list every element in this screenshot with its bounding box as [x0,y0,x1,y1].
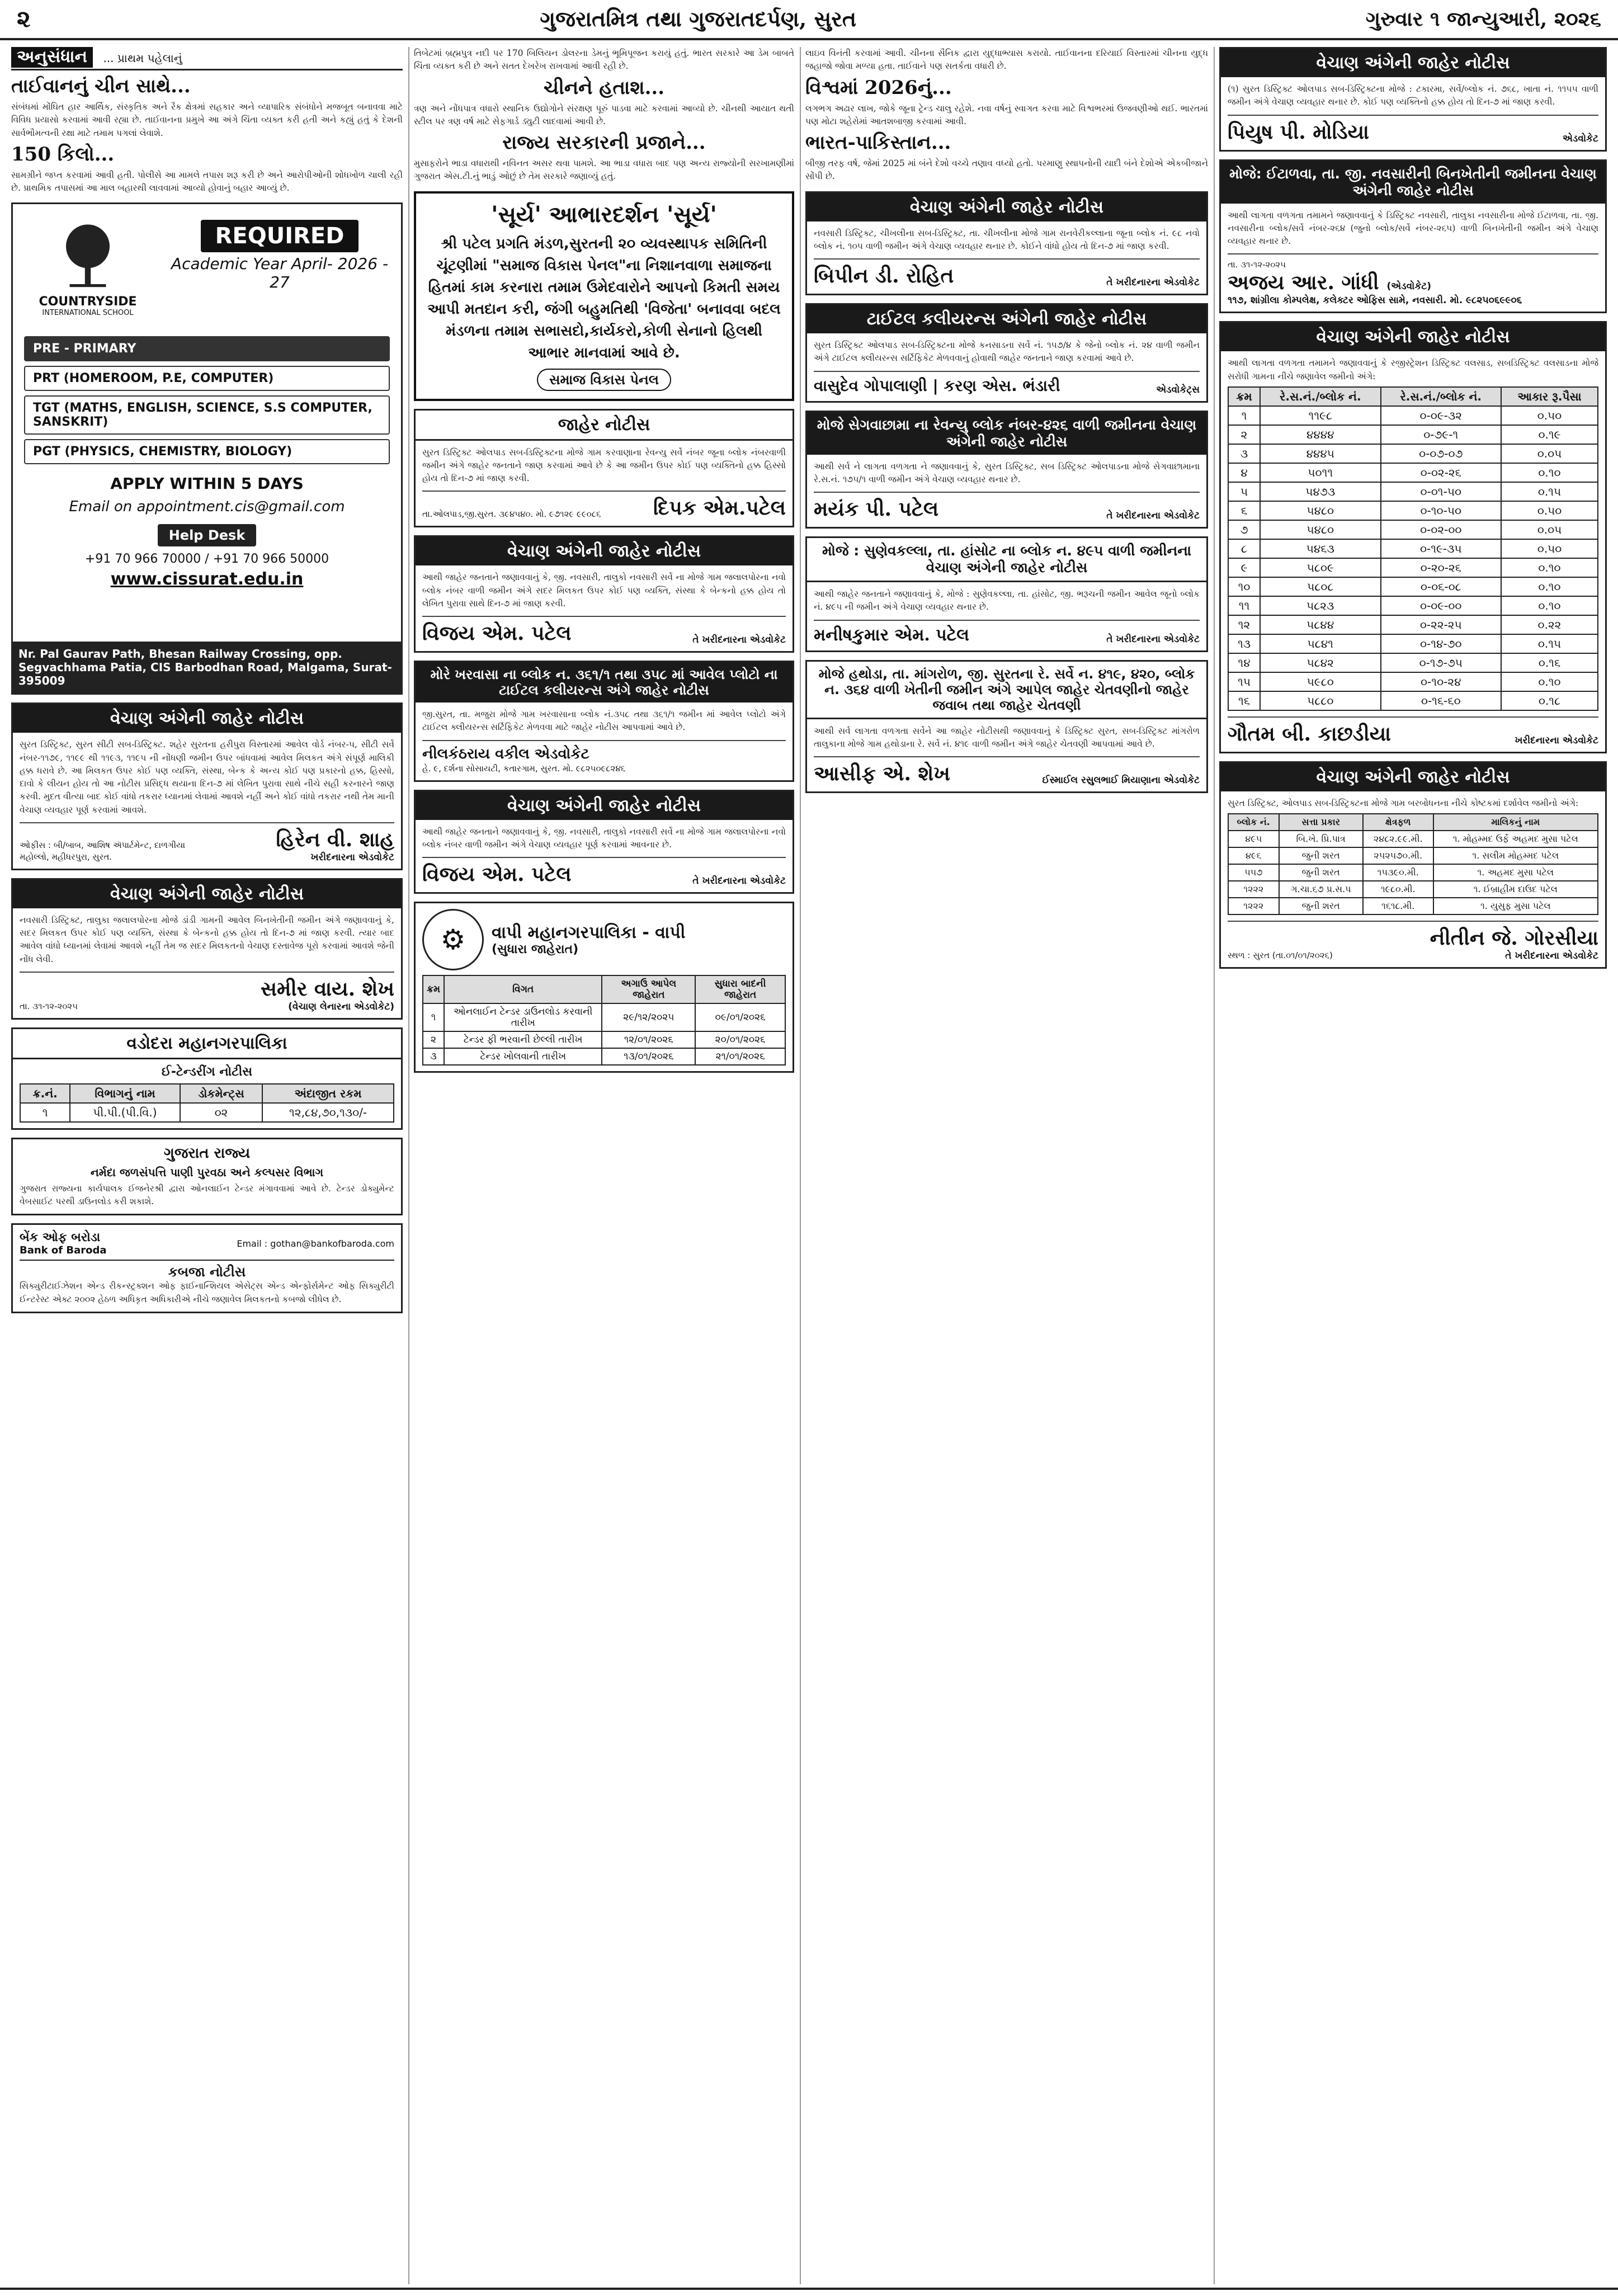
page-bottom-rule [0,2288,1618,2290]
table-row: ૩ ટેન્ડર ખોલવાની તારીખ ૧૩/૦૧/૨૦૨૬ ૨૧/૦૧/૨૦૨૬ [423,1048,785,1065]
table-cell: જુની શરત [1279,864,1363,881]
table-cell: ૦.૧૯ [1501,425,1598,444]
advocate-name: વાસુદેવ ગોપાલાણી | કરણ એસ. ભંડારી [814,376,1060,395]
sale-notice: મોજે: ઈટાળવા, તા. જી. નવસારીની બિનખેતીની જમીનના વેચાણ અંગેની જાહેર નોટીસ આથી લાગતા વળગતા તમામને જણાવવાનું કે ડિસ્ટ્રિક્ટ નવસારી, તાલુકા નવસારીના મોજે ઈટાળવા, તા. જી. નવસારીના બ્લોક/સર્વે નંબર-૨૬૪ (જુનો બ્લોક/સર્વે નંબર-૨૬૫) વાળી બિનખેતીની જમીન અંગે વેચાણ વ્યવહાર થનાર છે. તા. ૩૧-૧૨-૨૦૨૫ અજય આર. ગાંધી (એડવોકેટ) ૧૧૭, શાંગ્રીલા કોમ્પલેક્ષ, કલેક્ટર ઓફિસ સામે, નવસારી. મો. ૯૮૨૫૦૬૯૯૦૬ [1219,159,1607,314]
advocate-name: નીલકંઠરાય વકીલ એડવોકેટ [422,745,589,762]
notice-title: મોજે: ઈટાળવા, તા. જી. નવસારીની બિનખેતીની જમીનના વેચાણ અંગેની જાહેર નોટીસ [1221,161,1605,204]
corrigendum-table: ક્રમ વિગત અગાઉ આપેલ જાહેરાત સુધારા બાદની જાહેરાત ૧ ઓનલાઈન ટેન્ડર ડાઉનલોડ કરવાની તારીખ ૨૯/૧૨/૨૦૨૫ ૦૯/૦૧/૨૦૨૬ ૨ ટેન્ડર ફી ભરવાની છેલ્લી તારીખ ૧૨/૦૧/૨૦૨૬ ૨૦/૦૧/૨૦૨૬ ૩ ટેન્ડર ખોલવાની તારીખ ૧૩/૦૧/૨૦૨૬ ૨૧/૦૧/૨૦૨૬ [422,975,786,1066]
table-cell: ૫૯૮૦ [1260,672,1380,691]
advocate-name: મયંક પી. પટેલ [814,497,939,521]
tree-icon [51,219,124,291]
table-cell: ૦.૧૬ [1501,653,1598,672]
table-row [1228,425,1598,444]
table-cell: ૧૬૧૮.મી. [1363,898,1433,914]
seal-icon: ⚙ [422,909,484,970]
advocate-name: સમીર વાય. શેખ [260,977,394,1001]
table-cell: ૪ [1228,463,1260,482]
table-cell: ૮ [1228,539,1260,558]
banner-body: શ્રી પટેલ પ્રગતિ મંડળ,સુરતની ૨૦ વ્યવસ્થાપક સમિતિની ચૂંટણીમાં "સમાજ વિકાસ પેનલ"ના નિશાનવાળા સમાજના હિતમાં કામ કરનારા તમામ ઉમેદવારોને આપનો કિમતી સમય આપી મતદાન કરી, જંગી બહુમતિથી 'વિજેતા' બનાવવા બદલ મંડળના તમામ સભાસદો,કાર્યકરો,કોળી સેનાનો હિલથી આભાર માનવામાં આવે છે. [427,235,781,361]
advocate-name: વિજય એમ. પટેલ [422,621,572,645]
table-cell: ૦-૦૯-૩૨ [1381,406,1501,425]
table-row [1228,501,1598,520]
table-cell: ૦.૨૨ [1501,615,1598,634]
table-row: ૧ પી.પી.(પી.વિ.) ૦૨ ૧૨,૮૪,૭૦,૧૩૦/- [20,1103,394,1122]
table-row [1228,615,1598,634]
table-cell: ૦.૫૦ [1501,501,1598,520]
table-cell: ૦.૧૦ [1501,577,1598,596]
notice-title: વેચાણ અંગેની જાહેર નોટીસ [1221,323,1605,351]
sale-notice: વેચાણ અંગેની જાહેર નોટીસ આથી જાહેર જનતાને જણાવવાનું કે, જી. નવસારી, તાલુકો નવસારી સર્વે ના મોજે ગામ જલાલપોરના નવો બ્લોક નંબર વાળી જમીન અંગે વેચાણ વ્યવહાર પૂર્ણ કરવામાં આવનાર છે. વિજય એમ. પટેલ તે ખરીદનારના એડવોકેટ [414,790,794,894]
notice-title: વેચાણ અંગેની જાહેર નોટીસ [13,880,401,908]
article-body: સામગ્રીને જપ્ત કરવામાં આવી હતી. પોલીસે આ મામલે તપાસ શરૂ કરી છે અને આરોપીઓની શોધખોળ ચાલી રહી છે. પ્રાથમિક તપાસમાં આ માલ બહારથી લાવવામાં આવ્યો હોવાનું બહાર આવ્યું છે. [11,169,403,193]
notice-title: વેચાણ અંગેની જાહેર નોટીસ [1221,763,1605,791]
notice-signature: તા. ૩૧-૧૨-૨૦૨૫ સમીર વાય. શેખ (વેચાણ લેનારના એડવોકેટ) [20,972,394,1012]
table-row [1228,482,1598,501]
table-cell: ૦-૦૭-૦૭ [1381,444,1501,463]
headline: તાઈવાનનું ચીન સાથે... [11,75,191,97]
table-cell: ૧૧ [1228,596,1260,615]
notice-title: વેચાણ અંગેની જાહેર નોટીસ [13,704,401,733]
table-row [1228,539,1598,558]
table-cell: ૫૮૮૦ [1260,691,1380,710]
column-divider [800,47,801,2284]
table-row [1228,634,1598,653]
table-row [1228,831,1598,847]
table-cell: ૨૪૮૨.૯૯.મી. [1363,831,1433,847]
advocate-name: હિરેન વી. શાહ [276,827,394,851]
vacancy-row: PRE - PRIMARY [24,336,390,361]
table-cell: ૩ [1228,444,1260,463]
news-continuation [11,47,403,195]
table-row [1228,520,1598,539]
panel-name: સમાજ વિકાસ પેનલ [537,369,671,391]
bank-email: Email : gothan@bankofbaroda.com [237,1238,394,1249]
table-cell: ૧૫ [1228,672,1260,691]
notice-title: મોરે ખરવાસા ના બ્લોક ન. ૩૬૧/૧ તથા ૩૫૮ માં આવેલ પ્લોટો ના ટાઈટલ કલીયરન્સ અંગે જાહેર નોટીસ [416,662,793,703]
advocate-name: બિપીન ડી. રોહિત [814,264,954,287]
table-cell: ૧. સલીમ મોહમ્મદ પટેલ [1433,847,1598,864]
publication-title: ગુજરાતમિત્ર તથા ગુજરાતદર્પણ, સુરત [540,6,857,31]
owners-table: બ્લોક નં. સત્તા પ્રકાર ક્ષેત્રફળ માલિકનું નામ ૪૯૫ બિ.ખે. પ્રિ.પાત્ર ૨૪૮૨.૯૯.મી. ૧. મોહમ્મદ ઉર્ફે અહમદ મુસા પટેલ ૪૯૬ જુની શરત ૨૫૨૫૭૦.મી. ૧. સલીમ મોહમ્મદ પટેલ ૫૫૭ જુની શરત ૧૫૩૯૦.મી. ૧. અહમદ મુસા પટેલ ૧૨૨૨ ગ.ચા.૬૭ પ્ર.સ.પ ૧૯૮૦.મી. ૧. ઈબ્રાહીમ દાઉદ પટેલ ૧૨૨૨ જુની શરત ૧૬૧૮.મી. ૧. યુસુફ મુસા પટેલ [1228,813,1598,915]
vacancy-row: PGT (PHYSICS, CHEMISTRY, BIOLOGY) [24,439,390,464]
banner-title: 'સૂર્ય' આભારદર્શન 'સૂર્ય' [491,201,717,228]
table-cell: ૧૬ [1228,691,1260,710]
table-cell: ૦.૦૫ [1501,520,1598,539]
table-cell: ૦-૦૧-૫૦ [1381,482,1501,501]
sale-notice: વેચાણ અંગેની જાહેર નોટીસ (૧) સુરત ડિસ્ટ્રિક્ટ ઓલપાડ સબ-ડિસ્ટ્રિક્ટના મોજે : ટકારમા, સર્વે/બ્લોક નં. ૭૬૮, ખાતા નં. ૧૧૫૫ વાળી જમીન અંગે વેચાણ વ્યવહાર થનાર છે. કોઈ પણ વ્યક્તિનો હક્ક હોય તો દિન-૭ માં જાણ કરવી. પિયુષ પી. મોડિયા એડવોકેટ [1219,47,1607,152]
table-cell: ૦-૧૬-૬૦ [1381,691,1501,710]
notice-body: નવસારી ડિસ્ટ્રિક્ટ, તાલુકા જલાલપોરના મોજે ડાંડી ગામની આવેલ બિનખેતીની જમીન અંગે જણાવવાનું કે, સદર મિલકત ઉપર કોઈ પણ વ્યક્તિ, સંસ્થા કે બેન્કનો હક્ક હોય તો દિન-૭ માં જાણ કરવી. ત્યાર બાદ આવેલ વાંધો ધ્યાનમાં લેવામાં આવશે નહીં તેમ જ સદર મિલકતનો વેચાણ દસ્તાવેજ પૂરો કરવામાં આવશે જેની નોંધ લેવી. [20,914,394,964]
headline: ભારત-પાકિસ્તાન... [805,131,951,154]
school-logo: COUNTRYSIDE INTERNATIONAL SCHOOL [21,212,155,324]
table-row: ૧ ઓનલાઈન ટેન્ડર ડાઉનલોડ કરવાની તારીખ ૨૯/૧૨/૨૦૨૫ ૦૯/૦૧/૨૦૨૬ [423,1003,785,1031]
sale-notice: મોજે : સુણેવકલ્લા, તા. હાંસોટ ના બ્લોક ન. ૪૯૫ વાળી જમીનના વેચાણ અંગેની જાહેર નોટીસ આથી જાહેર જનતાને જણાવવાનું કે, મોજે : સુણેવકલ્લા, તા. હાંસોટ, જી. ભરૂચની જમીન આવેલ જૂનો બ્લોક નં. ૪૯૫ ની જમીન અંગે વેચાણ વ્યવહાર થનાર છે. મનીષકુમાર એમ. પટેલ તે ખરીદનારના એડવોકેટ [805,536,1208,652]
column-2 [414,47,794,2284]
table-cell: ૯ [1228,558,1260,577]
notice-body: સુરત ડિસ્ટ્રિક્ટ, સુરત સીટી સબ-ડિસ્ટ્રિક્ટ. શહેર સુરતના હરીપુરા વિસ્તારમાં આવેલ વોર્ડ નંબર-૫, સીટી સર્વે નંબર-૧૧૭૯, ૧૧૯૯ થી ૧૧૯૩, ૧૧૯૫ ની નોંધણી જમીન ઉપર બાંધવામાં આવેલ મિલકત અંગે સંપૂર્ણ માલિકી હક્ક ધરાવે છે. આ મિલકત ઉપર કોઈ પણ વ્યક્તિ, સંસ્થા, બેન્ક કે અન્ય કોઈ પણ પ્રકારનો હક્ક, હિસ્સો, દાવો કે લીયન હોય તો આ નોટીસ પ્રસિદ્ધ થયાના દિન-૭ માં લેખિત પુરાવા સાથે નીચે સહી કરનારને જાણ કરવી. મુદત વીત્યા બાદ કોઈ વાંધો તકરાર ધ્યાનમાં લેવામાં આવશે નહીં અને કોઈ વાંધો તકરાર નથી તેમ માની વેચાણ વ્યવહાર પૂર્ણ કરવામાં આવશે. [20,739,394,815]
table-cell: ૫૫૭ [1228,864,1279,881]
sale-notice [11,878,403,1020]
table-cell: ૧. ઈબ્રાહીમ દાઉદ પટેલ [1433,881,1598,898]
table-row [1228,691,1598,710]
column-divider [1214,47,1215,2284]
table-cell: ૧૯૮૦.મી. [1363,881,1433,898]
advocate-name: વિજય એમ. પટેલ [422,862,572,886]
table-cell: ૪૪૪૪ [1260,425,1380,444]
table-cell: ૧૧૯૮ [1260,406,1380,425]
table-cell: ૧ [1228,406,1260,425]
title-clearance-notice: ટાઈટલ કલીયરન્સ અંગેની જાહેર નોટીસ સુરત ડિસ્ટ્રિક્ટ ઓલપાડ સબ-ડિસ્ટ્રિક્ટના મોજે કનસાડના સર્વે નં. ૧૫૭/૪ કે જેનો બ્લોક નં. ૨૪ વાળી જમીન અંગે ટાઈટલ ક્લીયરન્સ સર્ટિફિકેટ મેળવવાનું હોવાથી જાહેર જનતાને જાણ કરવામાં આવે છે. વાસુદેવ ગોપાલાણી | કરણ એસ. ભંડારી એડવોકેટ્સ [805,303,1208,403]
table-cell: ૦.૧૦ [1501,463,1598,482]
table-cell: ૦-૧૦-૨૪ [1381,672,1501,691]
table-cell: ૧૨ [1228,615,1260,634]
table-row [1228,864,1598,881]
table-cell: જુની શરત [1279,898,1363,914]
notice-title: વેચાણ અંગેની જાહેર નોટીસ [1221,49,1605,77]
notice-title: જાહેર નોટીસ [416,411,793,441]
table-cell: ૨ [1228,425,1260,444]
required-banner: REQUIRED [201,220,359,252]
table-cell: ૧. મોહમ્મદ ઉર્ફે અહમદ મુસા પટેલ [1433,831,1598,847]
sale-notice: મોજે સેગવાછામા ના રેવન્યુ બ્લોક નંબર-૪૨૬ વાળી જમીનના વેચાણ અંગેની જાહેર નોટીસ આથી સર્વ ને લાગતા વળગતા ને જણાવવાનું કે, સુરત ડિસ્ટ્રિક્ટ, સબ ડિસ્ટ્રિક્ટ ઓલપાડના મોજે સેગવાછામાના રે.સ.નં. ૧૭૫/૧ વાળી જમીન અંગે વેચાણ વ્યવહાર થનાર છે. મયંક પી. પટેલ તે ખરીદનારના એડવોકેટ [805,411,1208,529]
table-cell: ૦-૦૯-૦૦ [1381,596,1501,615]
headline: 150 કિલો... [11,143,115,166]
table-cell: ૦.૧૫ [1501,634,1598,653]
public-notice: જાહેર નોટીસ સુરત ડિસ્ટ્રિક્ટ ઓલપાડ સબ-ડિસ્ટ્રિક્ટના મોજે ગામ કરવાણાના રેવન્યુ સર્વે નંબર જૂના બ્લોક નંબરવાળી જમીન અંગે જાહેર જનતાને જાણ કરવામાં આવે છે કે આ જમીન ઉપર કોઈ પણ વ્યક્તિનો હક્ક હિસ્સો હોય તો દિન-૭ માં જાણ કરવી. તા.ઓલપાડ,જી.સુરત. ૩૯૪૫૪૦. મો. ૯૭૧૨૯ ૯૯૦૮૬ દિપક એમ.પટેલ [414,409,794,528]
table-row [1228,847,1598,864]
table-cell: ૧૫૩૯૦.મી. [1363,864,1433,881]
table-row [1228,672,1598,691]
school-address: Nr. Pal Gaurav Path, Bhesan Railway Crossing, opp. Segvachhama Patia, CIS Barbodhan Road, Malgama, Surat-395009 [13,642,401,693]
table-cell: ૦-૧૪-૭૦ [1381,634,1501,653]
table-cell: ૦-૭૯-૧ [1381,425,1501,444]
table-cell: ૦-૨૨-૨૫ [1381,615,1501,634]
table-cell: ૦.૧૦ [1501,558,1598,577]
table-cell: ૧૩ [1228,634,1260,653]
vmc-tender-notice: વડોદરા મહાનગરપાલિકા ઈ-ટેન્ડરીંગ નોટીસ ક્ર.નં. વિભાગનું નામ ડોકમેન્ટ્સ અંદાજીત રકમ ૧ પી.પી.(પી.વિ.) ૦૨ ૧૨,૮૪,૭૦,૧૩૦/- [11,1027,403,1130]
section-title: અનુસંધાન ... પ્રાથમ પહેલાનું [11,47,403,70]
masthead [0,0,1618,40]
table-cell: ૫૪૮૦ [1260,501,1380,520]
table-cell: ૪૪૪૫ [1260,444,1380,463]
notice-title: વેચાણ અંગેની જાહેર નોટીસ [807,193,1206,221]
sale-notice [11,703,403,870]
table-cell: ૦.૧૫ [1501,482,1598,501]
table-cell: ૦.૦૫ [1501,444,1598,463]
sale-notice: વેચાણ અંગેની જાહેર નોટીસ નવસારી ડિસ્ટ્રિક્ટ, ચીખલીના સબ-ડિસ્ટ્રિક્ટ, તા. ચીખલીના મોજે ગામ રાનવેરીકલ્લાના જૂના બ્લોક નં. ૯૮ નવો બ્લોક નં. ૧૦૫ વાળી જમીન અંગે વેચાણ વ્યવહાર થનાર છે. કોઈને વાંધો હોય તો દિન-૭ માં જાણ કરવી. બિપીન ડી. રોહિત તે ખરીદનારના એડવોકેટ [805,191,1208,296]
table-cell: ગ.ચા.૬૭ પ્ર.સ.પ [1279,881,1363,898]
page-number: ૨ [17,5,31,32]
sale-notice: વેચાણ અંગેની જાહેર નોટીસ સુરત ડિસ્ટ્રિક્ટ, ઓલપાડ સબ-ડિસ્ટ્રિક્ટના મોજે ગામ બરબોધનના નીચે કોષ્ટકમાં દર્શાવેલ જમીનો અંગે: બ્લોક નં. સત્તા પ્રકાર ક્ષેત્રફળ માલિકનું નામ ૪૯૫ બિ.ખે. પ્રિ.પાત્ર ૨૪૮૨.૯૯.મી. ૧. મોહમ્મદ ઉર્ફે અહમદ મુસા પટેલ ૪૯૬ જુની શરત ૨૫૨૫૭૦.મી. ૧. સલીમ મોહમ્મદ પટેલ ૫૫૭ જુની શરત ૧૫૩૯૦.મી. ૧. અહમદ મુસા પટેલ ૧૨૨૨ ગ.ચા.૬૭ પ્ર.સ.પ ૧૯૮૦.મી. ૧. ઈબ્રાહીમ દાઉદ પટેલ ૧૨૨૨ જુની શરત ૧૬૧૮.મી. ૧. યુસુફ મુસા પટેલ સ્થળ : સુરત (તા.૦૧/૦૧/૨૦૨૬) નીતીન જે. ગોરસીયા તે ખરીદનારના એડવોકેટ [1219,761,1607,969]
table-cell: ૪૯૫ [1228,831,1279,847]
advocate-name: પિયુષ પી. મોડિયા [1228,120,1369,144]
table-cell: ૬ [1228,501,1260,520]
advocate-name: અજય આર. ગાંધી [1228,271,1379,295]
sale-notice: વેચાણ અંગેની જાહેર નોટીસ આથી જાહેર જનતાને જણાવવાનું કે, જી. નવસારી, તાલુકો નવસારી સર્વે ના મોજે ગામ જલાલપોરના નવો બ્લોક નંબર વાળી જમીન અંગે સદર મિલકત ઉપર કોઈ પણ વ્યક્તિ, સંસ્થા કે બેન્કનો હક્ક હોય તો લેખિત પુરાવા સાથે દિન-૭ માં જાણ કરવી. વિજય એમ. પટેલ તે ખરીદનારના એડવોકેટ [414,535,794,653]
table-cell: ૦-૦૬-૦૮ [1381,577,1501,596]
headline: ચીનને હતાશ... [543,76,665,99]
notice-title: વડોદરા મહાનગરપાલિકા [13,1029,401,1059]
headline: વિશ્વમાં 2026નું... [805,76,952,99]
table-row [1228,898,1598,914]
tender-table: ક્ર.નં. વિભાગનું નામ ડોકમેન્ટ્સ અંદાજીત રકમ ૧ પી.પી.(પી.વિ.) ૦૨ ૧૨,૮૪,૭૦,૧૩૦/- [20,1083,394,1123]
advocate-name: નીતીન જે. ગોરસીયા [1430,926,1598,950]
advocate-name: ગૌતમ બી. કાછડીયા [1228,722,1391,746]
table-row [1228,444,1598,463]
table-cell: ૫૮૦૮ [1260,577,1380,596]
notice-title: વેચાણ અંગેની જાહેર નોટીસ [416,537,793,565]
table-cell: ૫૮૨૩ [1260,596,1380,615]
table-cell: ૪૯૬ [1228,847,1279,864]
help-desk-label: Help Desk [158,524,257,546]
table-cell: ૭ [1228,520,1260,539]
table-cell: ૦.૧૦ [1501,596,1598,615]
table-cell: ૦-૨૦-૨૬ [1381,558,1501,577]
apply-line: APPLY WITHIN 5 DAYS [110,474,304,493]
table-cell: ૦.૧૦ [1501,672,1598,691]
table-cell: ૫૪૮૦ [1260,520,1380,539]
table-cell: ૫૪૭૩ [1260,482,1380,501]
table-cell: ૫૮૪૨ [1260,653,1380,672]
table-cell: ૦-૦૨-૦૦ [1381,520,1501,539]
notice-title: વેચાણ અંગેની જાહેર નોટીસ [416,791,793,820]
school-recruitment-ad [11,202,403,695]
table-cell: ૦.૫૦ [1501,406,1598,425]
table-cell: ૫૮૪૧ [1260,634,1380,653]
table-cell: જુની શરત [1279,847,1363,864]
title-clearance-notice: મોરે ખરવાસા ના બ્લોક ન. ૩૬૧/૧ તથા ૩૫૮ માં આવેલ પ્લોટો ના ટાઈટલ કલીયરન્સ અંગે જાહેર નોટીસ જી.સુરત, તા. મજુરા મોજે ગામ ખરવાસાના બ્લોક નં.૩૫૮ તથા ૩૬૧/૧ જમીન માં આવેલ પ્લોટો અંગે ટાઈટલ ક્લીયરન્સ સર્ટિફિકેટ મેળવવા માટે જાહેર નોટીસ આપવામાં આવે છે. નીલકંઠરાય વકીલ એડવોકેટ હે. ૯, દર્શના સોસાયટી, કતારગામ, સુરત. મો. ૯૮૨૫૦૯૮૨૪૬ [414,661,794,782]
column-1 [11,47,403,2284]
table-cell: ૫૮૦૯ [1260,558,1380,577]
phone-numbers: +91 70 966 70000 / +91 70 966 50000 [84,552,329,567]
table-row [1228,463,1598,482]
table-row [1228,653,1598,672]
advocate-name: મનીષકુમાર એમ. પટેલ [814,625,969,645]
bank-name: બેંક ઓફ બરોડા [20,1230,101,1245]
table-cell: ૧૪ [1228,653,1260,672]
issue-date: ગુરુવાર ૧ જાન્યુઆરી, ૨૦૨૬ [1365,7,1601,31]
article-body: સંબંધમાં મોંઘિત હાર આર્થિક, સંસ્કૃતિક અને રૈક ક્ષેત્રમાં સહકાર અને વ્યાપારિક સંબંધોને મજબૂત બનાવવા માટે વિવિધ પ્રયાસો કરવામાં આવી રહ્યા છે. તાઈવાનના પ્રમુખે આ અંગે ચિંતા વ્યક્ત કરી હતી અને કહ્યું હતું કે દેશની સાર્વભૌમત્વની રક્ષા માટે તમામ પગલાં લેવાશે. [11,102,403,138]
table-cell: ૦-૧૭-૭૫ [1381,653,1501,672]
notice-signature: ઓફીસ : બી/બાબ, આશિષ ઍપાર્ટમેન્ટ, દાળગીયા મહોલ્લો, મહીધરપુરા, સુરત. હિરેન વી. શાહ ખરીદનારના એડવોકેટ [20,822,394,863]
table-cell: ૧. અહમદ મુસા પટેલ [1433,864,1598,881]
table-row [1228,406,1598,425]
notice-title: મોજે હથોડા, તા. માંગરોળ, જી. સુરતના રે. સર્વે ન. ૪૧૯, ૪૨૦, બ્લોક ન. ૩૬૪ વાળી ખેતીની જમીન અંગે આપેલ જાહેર ચેતવણીનો જાહેર જવાબ તથા જાહેર ચેતવણી [807,662,1206,719]
advocate-name: દિપક એમ.પટેલ [653,496,786,520]
column-divider [408,47,409,2284]
email-line: Email on appointment.cis@gmail.com [69,498,345,516]
table-cell: ૫૪૬૩ [1260,539,1380,558]
table-cell: ૦-૦૨-૨૬ [1381,463,1501,482]
column-3 [805,47,1208,2284]
public-warning-notice: મોજે હથોડા, તા. માંગરોળ, જી. સુરતના રે. સર્વે ન. ૪૧૯, ૪૨૦, બ્લોક ન. ૩૬૪ વાળી ખેતીની જમીન અંગે આપેલ જાહેર ચેતવણીનો જાહેર જવાબ તથા જાહેર ચેતવણી આથી સર્વ લાગતા વળગતા સર્વેને આ જાહેર નોટીસથી જણાવવાનું કે ડિસ્ટ્રિક્ટ સુરત, સબ-ડિસ્ટ્રિક્ટ માંગરોળ તાલુકાના મોજે ગામ હથોડાના રે. સર્વે નં. ૪૧૯ વાળી જમીન અંગે જાહેર ચેતવણી આપવામાં આવે છે. આસીફ એ. શેખ ઈસ્માઈલ રસુલભાઈ મિયાણાના એડવોકેટ [805,660,1208,794]
table-cell: ૫૮૪૪ [1260,615,1380,634]
table-cell: ૧૨૨૨ [1228,881,1279,898]
gujarat-tender-notice: ગુજરાત રાજ્ય નર્મદા જળસંપત્તિ પાણી પુરવઠા અને કલ્પસર વિભાગ ગુજરાત રાજ્યના કાર્યપાલક ઈજનેરશ્રી દ્વારા ઓનલાઈન ટેન્ડર મંગાવવામાં આવે છે. ટેન્ડર ડોક્યુમેન્ટ વેબસાઈટ પરથી ડાઉનલોડ કરી શકાશે. [11,1138,403,1216]
column-4 [1219,47,1607,2284]
table-row [1228,577,1598,596]
table-cell: ૧૨૨૨ [1228,898,1279,914]
sale-notice: વેચાણ અંગેની જાહેર નોટીસ આથી લાગતા વળગતા તમામને જણાવવાનું કે રજીસ્ટ્રેશન ડિસ્ટ્રિક્ટ વલસાડ, સબડિસ્ટ્રિક્ટ વલસાડના મોજે સરોધી ગામના નીચે જણાવેલ જમીનો અંગે: ક્રમ રે.સ.નં./બ્લોક નં. રે.સ.નં./બ્લોક નં. આકાર રૂ.પૈસા ૧ ૧૧૯૮ ૦-૦૯-૩૨ ૦.૫૦ ૨ ૪૪૪૪ ૦-૭૯-૧ ૦.૧૯ ૩ ૪૪૪૫ ૦-૦૭-૦૭ ૦.૦૫ ૪ ૫૦૧૧ ૦-૦૨-૨૬ ૦.૧૦ ૫ ૫૪૭૩ ૦-૦૧-૫૦ ૦.૧૫ ૬ ૫૪૮૦ ૦-૧૦-૫૦ ૦.૫૦ ૭ ૫૪૮૦ ૦-૦૨-૦૦ ૦.૦૫ ૮ ૫૪૬૩ ૦-૧૯-૩૫ ૦.૫૦ ૯ ૫૮૦૯ ૦-૨૦-૨૬ ૦.૧૦ ૧૦ ૫૮૦૮ ૦-૦૬-૦૮ ૦.૧૦ ૧૧ ૫૮૨૩ ૦-૦૯-૦૦ ૦.૧૦ ૧૨ ૫૮૪૪ ૦-૨૨-૨૫ ૦.૨૨ ૧૩ ૫૮૪૧ ૦-૧૪-૭૦ ૦.૧૫ ૧૪ ૫૮૪૨ ૦-૧૭-૭૫ ૦.૧૬ ૧૫ ૫૯૮૦ ૦-૧૦-૨૪ ૦.૧૦ ૧૬ ૫૮૮૦ ૦-૧૬-૬૦ ૦.૧૮ ગૌતમ બી. કાછડીયા ખરીદનારના એડવોકેટ [1219,321,1607,753]
website-link[interactable]: www.cissurat.edu.in [110,569,304,590]
news-articles: તિબેટમાં બ્રહ્મપુત્ર નદી પર 170 બિલિયન ડોલરના ડેમનું ભૂમિપૂજન કરાયું હતું. ભારત સરકારે આ ડેમ બાબતે ચિંતા વ્યક્ત કરી છે અને સતત દેખરેખ રાખવામાં આવી રહી છે. ચીનને હતાશ... ત્રણ અને નોંધપાત્ર વધારો સ્થાનિક ઉદ્યોગોને સંરક્ષણ પૂરું પાડવા માટે કરવામાં આવ્યો છે. ચીનથી આયાત થતી સ્ટીલ પર ત્રણ વર્ષ માટે સેફગાર્ડ ડ્યુટી લાદવામાં આવી છે. રાજ્ય સરકારની પ્રજાને... મુસાફરોને ભાડા વધારાથી નવિનત અસર થવા પામશે. આ ભાડા વધારા બાદ પણ અન્ય રાજ્યોની સરખામણીમાં ગુજરાત એસ.ટી.નું ભાડું ઓછું છે તેમ સરકારે જણાવ્યું હતું. [414,48,794,182]
notice-title: મોજે સેગવાછામા ના રેવન્યુ બ્લોક નંબર-૪૨૬ વાળી જમીનના વેચાણ અંગેની જાહેર નોટીસ [807,412,1206,455]
table-cell: ૨૫૨૫૭૦.મી. [1363,847,1433,864]
table-cell: ૦-૧૯-૩૫ [1381,539,1501,558]
news-articles: લાઇવ વિનંતી કરવામાં આવી. ચીનના સૈનિક દ્વારા યુદ્ધાભ્યાસ કરાયો. તાઈવાનના દરિયાઈ વિસ્તારમાં ચીનના યુદ્ધ જહાજો જોવા મળ્યા હતા. તાઈવાને પણ સતર્કતા વધારી છે. વિશ્વમાં 2026નું... લગભગ અઢાર લાખ, જોકે જૂના ટ્રેન્ડ ચાલુ રહેશે. નવા વર્ષનું સ્વાગત કરવા માટે વિશ્વભરમાં ઉજવણીઓ થઈ. ભારતમાં પણ મોટા શહેરોમાં આતશબાજી કરવામાં આવી. ભારત-પાકિસ્તાન... બીજી તરફ વર્ષ, જેમાં 2025 માં બંને દેશો વચ્ચે તણાવ વધ્યો હતો. પરમાણુ સ્થાપનોની યાદી બંને દેશોએ એકબીજાને સોંપી છે. [805,48,1208,182]
academic-year: Academic Year April- 2026 - 27 [171,254,389,292]
table-cell: ૫૦૧૧ [1260,463,1380,482]
table-cell: બિ.ખે. પ્રિ.પાત્ર [1279,831,1363,847]
vapi-corrigendum: ⚙ વાપી મહાનગરપાલિકા - વાપી (સુધારા જાહેરાત) ક્રમ વિગત અગાઉ આપેલ જાહેરાત સુધારા બાદની જાહેરાત ૧ ઓનલાઈન ટેન્ડર ડાઉનલોડ કરવાની તારીખ ૨૯/૧૨/૨૦૨૫ ૦૯/૦૧/૨૦૨૬ ૨ ટેન્ડર ફી ભરવાની છેલ્લી તારીખ ૧૨/૦૧/૨૦૨૬ ૨૦/૦૧/૨૦૨૬ ૩ ટેન્ડર ખોલવાની તારીખ ૧૩/૦૧/૨૦૨૬ ૨૧/૦૧/૨૦૨૬ [414,902,794,1073]
notice-title: ટાઈટલ કલીયરન્સ અંગેની જાહેર નોટીસ [807,305,1206,333]
table-cell: ૦.૫૦ [1501,539,1598,558]
notice-title: મોજે : સુણેવકલ્લા, તા. હાંસોટ ના બ્લોક ન. ૪૯૫ વાળી જમીનના વેચાણ અંગેની જાહેર નોટીસ [807,538,1206,582]
vacancy-row: TGT (MATHS, ENGLISH, SCIENCE, S.S COMPUTER, SANSKRIT) [24,395,390,435]
table-cell: ૦-૧૦-૫૦ [1381,501,1501,520]
headline: રાજ્ય સરકારની પ્રજાને... [502,131,706,154]
table-row: ૨ ટેન્ડર ફી ભરવાની છેલ્લી તારીખ ૧૨/૦૧/૨૦૨૬ ૨૦/૦૧/૨૦૨૬ [423,1031,785,1048]
table-cell: ૧૦ [1228,577,1260,596]
land-table: ક્રમ રે.સ.નં./બ્લોક નં. રે.સ.નં./બ્લોક નં. આકાર રૂ.પૈસા ૧ ૧૧૯૮ ૦-૦૯-૩૨ ૦.૫૦ ૨ ૪૪૪૪ ૦-૭૯-૧ ૦.૧૯ ૩ ૪૪૪૫ ૦-૦૭-૦૭ ૦.૦૫ ૪ ૫૦૧૧ ૦-૦૨-૨૬ ૦.૧૦ ૫ ૫૪૭૩ ૦-૦૧-૫૦ ૦.૧૫ ૬ ૫૪૮૦ ૦-૧૦-૫૦ ૦.૫૦ ૭ ૫૪૮૦ ૦-૦૨-૦૦ ૦.૦૫ ૮ ૫૪૬૩ ૦-૧૯-૩૫ ૦.૫૦ ૯ ૫૮૦૯ ૦-૨૦-૨૬ ૦.૧૦ ૧૦ ૫૮૦૮ ૦-૦૬-૦૮ ૦.૧૦ ૧૧ ૫૮૨૩ ૦-૦૯-૦૦ ૦.૧૦ ૧૨ ૫૮૪૪ ૦-૨૨-૨૫ ૦.૨૨ ૧૩ ૫૮૪૧ ૦-૧૪-૭૦ ૦.૧૫ ૧૪ ૫૮૪૨ ૦-૧૭-૭૫ ૦.૧૬ ૧૫ ૫૯૮૦ ૦-૧૦-૨૪ ૦.૧૦ ૧૬ ૫૮૮૦ ૦-૧૬-૬૦ ૦.૧૮ [1228,386,1598,711]
table-row [1228,558,1598,577]
table-cell: ૦.૧૮ [1501,691,1598,710]
table-cell: ૧. યુસુફ મુસા પટેલ [1433,898,1598,914]
thanks-banner [414,191,794,401]
table-row [1228,881,1598,898]
bank-possession-notice: બેંક ઓફ બરોડા Bank of Baroda Email : gothan@bankofbaroda.com કબજા નોટીસ સિક્યુરીટાઈઝેશન એન્ડ રીકન્સ્ટ્રક્શન ઓફ ફાઈનાન્શિયલ એસેટ્સ એન્ડ એન્ફોર્સમેન્ટ ઓફ સિક્યુરીટી ઈન્ટરેસ્ટ એક્ટ ૨૦૦૨ હેઠળ અધિકૃત અધિકારીએ નીચે જણાવેલ મિલકતનો કબજો લીધેલ છે. [11,1223,403,1313]
table-row [1228,596,1598,615]
vacancy-row: PRT (HOMEROOM, P.E, COMPUTER) [24,366,390,391]
table-cell: ૫ [1228,482,1260,501]
advocate-name: આસીફ એ. શેખ [814,762,950,785]
